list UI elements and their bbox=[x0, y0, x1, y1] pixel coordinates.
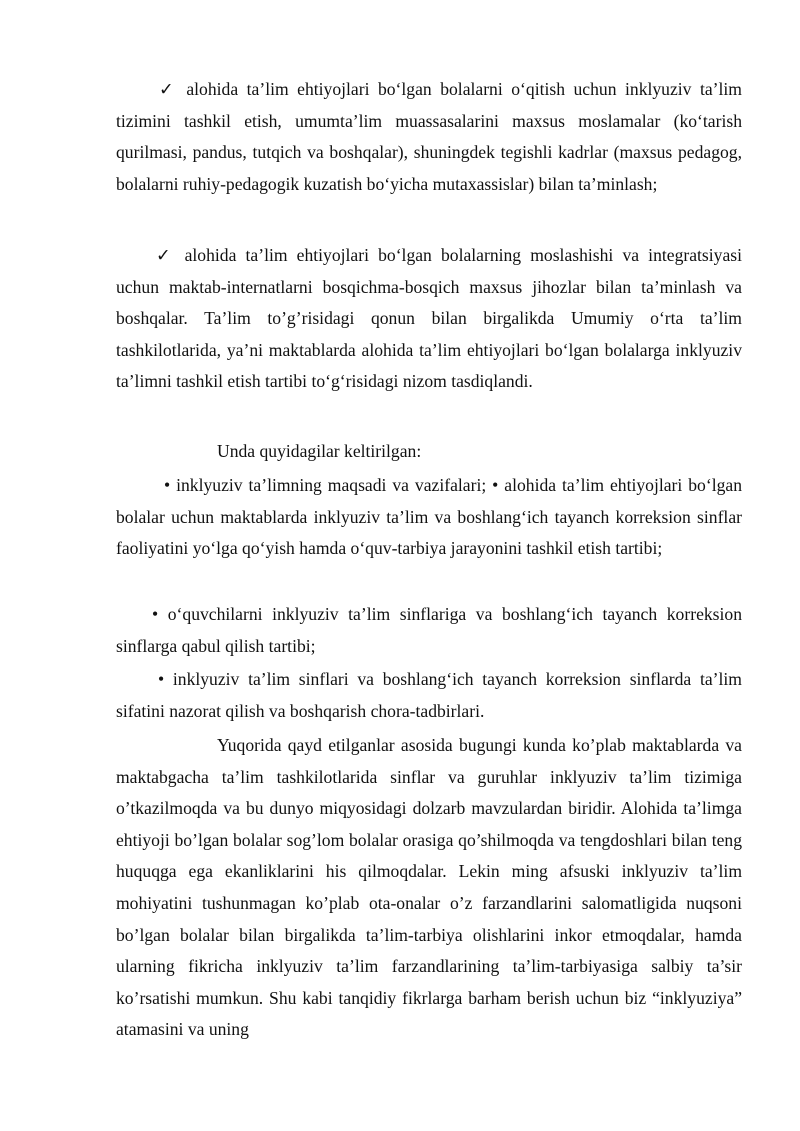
paragraph-checklist-2: ✓ alohida ta’lim ehtiyojlari bo‘lgan bolalarning moslashishi va integratsiyasi uchun maktab-internatlarni bosqichma-bosqich maxsus jihozlar bilan ta’minlash va boshqalar. Ta’lim to’g’risidagi qonun bilan birgalikda Umumiy o‘rta ta’lim tashkilotlarida, ya’ni maktablarda alohida ta’lim ehtiyojlari bo‘lgan bolalarga inklyuziv ta’limni tashkil etish tartibi to‘g‘risidagi nizom tasdiqlandi. bbox=[116, 245, 742, 392]
list-intro-heading: Unda quyidagilar keltirilgan: bbox=[217, 441, 422, 461]
body-paragraph: Yuqorida qayd etilganlar asosida bugungi kunda ko’plab maktablarda va maktabgacha ta’lim tashkilotlarida sinflar va guruhlar inklyuziv ta’lim tizimiga o’tkazilmoqda va bu dunyo miqyosidagi dolzarb mavzulardan biridir. Alohida ta’limga ehtiyoji bo’lgan bolalar sog’lom bolalar orasiga qo’shilmoqda va tengdoshlari bilan teng huquqga ega ekanliklarini his qilmoqdalar. Lekin ming afsuski inklyuziv ta’lim mohiyatini tushunmagan ko’plab ota-onalar o’z farzandlarini salomatligida nuqsoni bo’lgan bolalar bilan birgalikda ta’lim-tarbiya olishlarini inkor etmoqdalar, hamda ularning fikricha inklyuziv ta’lim farzandlarining ta’lim-tarbiyasiga salbiy ta’sir ko’rsatishi mumkun. Shu kabi tanqidiy fikrlarga barham berish uchun biz “inklyuziya” atamasini va uning bbox=[116, 735, 742, 1040]
bullet-paragraph-1: • inklyuziv ta’limning maqsadi va vazifalari; • alohida ta’lim ehtiyojlari bo‘lgan bolalar uchun maktablarda inklyuziv ta’lim va boshlang‘ich tayanch korreksion sinflar faoliyatini yo‘lga qo‘yish hamda o‘quv-tarbiya jarayonini tashkil etish tartibi; bbox=[116, 475, 742, 559]
bullet-paragraph-3: • inklyuziv ta’lim sinflari va boshlang‘ich tayanch korreksion sinflarda ta’lim sifatini nazorat qilish va boshqarish chora-tadbirlari. bbox=[116, 669, 742, 721]
paragraph-checklist-1: ✓ alohida ta’lim ehtiyojlari bo‘lgan bolalarni o‘qitish uchun inklyuziv ta’lim tizimini tashkil etish, umumta’lim muassasalarini maxsus moslamalar (ko‘tarish qurilmasi, pandus, tutqich va boshqalar), shuningdek tegishli kadrlar (maxsus pedagog, bolalarni ruhiy-pedagogik kuzatish bo‘yicha mutaxassislar) bilan ta’minlash; bbox=[116, 79, 742, 194]
bullet-paragraph-2: • o‘quvchilarni inklyuziv ta’lim sinflariga va boshlang‘ich tayanch korreksion sinflarga qabul qilish tartibi; bbox=[116, 604, 742, 656]
